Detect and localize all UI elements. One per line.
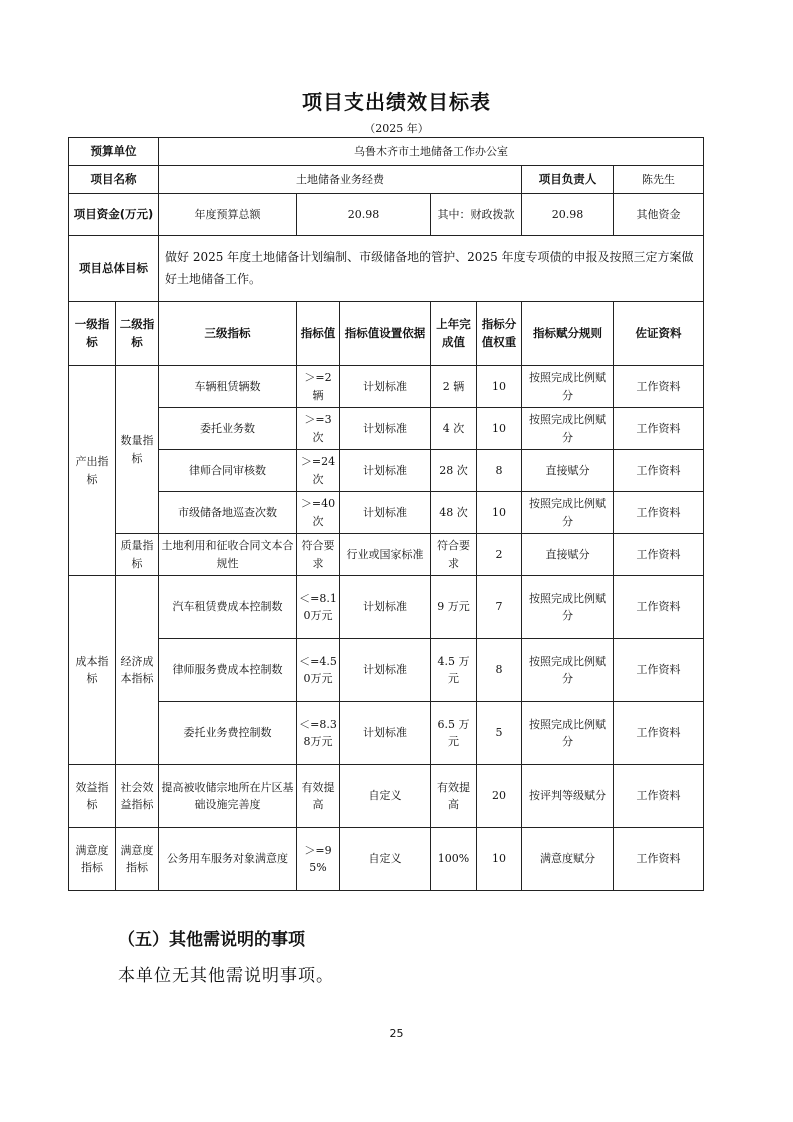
rule-cell: 按照完成比例赋分 (522, 639, 614, 702)
leader-value: 陈先生 (614, 166, 704, 194)
basis-cell: 计划标准 (340, 576, 431, 639)
value-cell: ＜=8.10万元 (297, 576, 340, 639)
indicator-cell: 委托业务数 (159, 408, 297, 450)
goal-value: 做好 2025 年度土地储备计划编制、市级储备地的管护、2025 年度专项债的申报及按照三定方案做好土地储备工作。 (159, 236, 704, 302)
unit-row (69, 138, 704, 166)
value-cell: ＜=4.50万元 (297, 639, 340, 702)
last-year-cell: 100% (431, 828, 477, 891)
value-cell: ＞=95% (297, 828, 340, 891)
weight-cell: 20 (477, 765, 522, 828)
indicator-cell: 律师合同审核数 (159, 450, 297, 492)
rule-cell: 直接赋分 (522, 450, 614, 492)
basis-cell: 自定义 (340, 828, 431, 891)
weight-cell: 8 (477, 450, 522, 492)
weight-cell: 10 (477, 492, 522, 534)
weight-cell: 8 (477, 639, 522, 702)
last-year-cell: 6.5 万元 (431, 702, 477, 765)
annual-label: 年度预算总额 (159, 194, 297, 236)
subgroup-economic-cost: 经济成本指标 (116, 576, 159, 765)
page-title: 项目支出绩效目标表 (302, 90, 491, 114)
last-year-cell: 9 万元 (431, 576, 477, 639)
value-cell: ＜=8.38万元 (297, 702, 340, 765)
weight-cell: 5 (477, 702, 522, 765)
header-evidence: 佐证资料 (614, 302, 704, 366)
section-heading: （五）其他需说明的事项 (118, 930, 305, 950)
value-cell: 有效提高 (297, 765, 340, 828)
header-weight: 指标分值权重 (477, 302, 522, 366)
evidence-cell: 工作资料 (614, 576, 704, 639)
basis-cell: 计划标准 (340, 408, 431, 450)
group-benefit: 效益指标 (69, 765, 116, 828)
table-row (69, 408, 704, 450)
table-row (69, 576, 704, 639)
subgroup-satisfaction: 满意度指标 (116, 828, 159, 891)
project-row (69, 166, 704, 194)
year-label: （2025 年） (364, 122, 429, 135)
value-cell: ＞=3次 (297, 408, 340, 450)
fiscal-value: 20.98 (522, 194, 614, 236)
header-row (69, 302, 704, 366)
leader-label: 项目负责人 (522, 166, 614, 194)
table-row (69, 639, 704, 702)
last-year-cell: 48 次 (431, 492, 477, 534)
indicator-cell: 市级储备地巡查次数 (159, 492, 297, 534)
basis-cell: 行业或国家标准 (340, 534, 431, 576)
unit-label: 预算单位 (69, 138, 159, 166)
funds-row (69, 194, 704, 236)
last-year-cell: 4 次 (431, 408, 477, 450)
rule-cell: 满意度赋分 (522, 828, 614, 891)
other-label: 其他资金 (614, 194, 704, 236)
indicator-cell: 土地利用和征收合同文本合规性 (159, 534, 297, 576)
goal-row (69, 236, 704, 302)
weight-cell: 10 (477, 408, 522, 450)
evidence-cell: 工作资料 (614, 534, 704, 576)
value-cell: ＞=2辆 (297, 366, 340, 408)
subgroup-social-benefit: 社会效益指标 (116, 765, 159, 828)
basis-cell: 计划标准 (340, 450, 431, 492)
header-last-year: 上年完成值 (431, 302, 477, 366)
header-basis: 指标值设置依据 (340, 302, 431, 366)
header-level3: 三级指标 (159, 302, 297, 366)
indicator-cell: 提高被收储宗地所在片区基础设施完善度 (159, 765, 297, 828)
rule-cell: 按照完成比例赋分 (522, 702, 614, 765)
indicator-cell: 委托业务费控制数 (159, 702, 297, 765)
group-output: 产出指标 (69, 366, 116, 576)
project-value: 土地储备业务经费 (159, 166, 522, 194)
rule-cell: 按照完成比例赋分 (522, 492, 614, 534)
header-rule: 指标赋分规则 (522, 302, 614, 366)
rule-cell: 按评判等级赋分 (522, 765, 614, 828)
evidence-cell: 工作资料 (614, 366, 704, 408)
basis-cell: 自定义 (340, 765, 431, 828)
header-value: 指标值 (297, 302, 340, 366)
header-level1: 一级指标 (69, 302, 116, 366)
funds-label: 项目资金(万元) (69, 194, 159, 236)
table-row (69, 450, 704, 492)
rule-cell: 按照完成比例赋分 (522, 366, 614, 408)
evidence-cell: 工作资料 (614, 492, 704, 534)
basis-cell: 计划标准 (340, 366, 431, 408)
last-year-cell: 28 次 (431, 450, 477, 492)
indicator-cell: 汽车租赁费成本控制数 (159, 576, 297, 639)
value-cell: ＞=24次 (297, 450, 340, 492)
weight-cell: 2 (477, 534, 522, 576)
annual-value: 20.98 (297, 194, 431, 236)
rule-cell: 按照完成比例赋分 (522, 576, 614, 639)
weight-cell: 7 (477, 576, 522, 639)
table-row (69, 702, 704, 765)
evidence-cell: 工作资料 (614, 408, 704, 450)
table-row (69, 828, 704, 891)
group-cost: 成本指标 (69, 576, 116, 765)
table-row (69, 492, 704, 534)
evidence-cell: 工作资料 (614, 450, 704, 492)
goal-label: 项目总体目标 (69, 236, 159, 302)
last-year-cell: 4.5 万元 (431, 639, 477, 702)
project-label: 项目名称 (69, 166, 159, 194)
evidence-cell: 工作资料 (614, 702, 704, 765)
fiscal-label: 其中：财政拨款 (431, 194, 522, 236)
evidence-cell: 工作资料 (614, 639, 704, 702)
header-level2: 二级指标 (116, 302, 159, 366)
table-row (69, 366, 704, 408)
last-year-cell: 2 辆 (431, 366, 477, 408)
last-year-cell: 有效提高 (431, 765, 477, 828)
basis-cell: 计划标准 (340, 639, 431, 702)
performance-table (68, 137, 704, 891)
rule-cell: 直接赋分 (522, 534, 614, 576)
table-row (69, 765, 704, 828)
basis-cell: 计划标准 (340, 492, 431, 534)
subgroup-quality: 质量指标 (116, 534, 159, 576)
rule-cell: 按照完成比例赋分 (522, 408, 614, 450)
weight-cell: 10 (477, 828, 522, 891)
basis-cell: 计划标准 (340, 702, 431, 765)
unit-value: 乌鲁木齐市土地储备工作办公室 (159, 138, 704, 166)
value-cell: ＞=40次 (297, 492, 340, 534)
last-year-cell: 符合要求 (431, 534, 477, 576)
group-satisfaction: 满意度指标 (69, 828, 116, 891)
evidence-cell: 工作资料 (614, 828, 704, 891)
section-text: 本单位无其他需说明事项。 (118, 966, 334, 986)
value-cell: 符合要求 (297, 534, 340, 576)
table-row (69, 534, 704, 576)
evidence-cell: 工作资料 (614, 765, 704, 828)
indicator-cell: 公务用车服务对象满意度 (159, 828, 297, 891)
subgroup-quantity: 数量指标 (116, 366, 159, 534)
indicator-cell: 律师服务费成本控制数 (159, 639, 297, 702)
indicator-cell: 车辆租赁辆数 (159, 366, 297, 408)
weight-cell: 10 (477, 366, 522, 408)
page-number: 25 (389, 1027, 404, 1040)
